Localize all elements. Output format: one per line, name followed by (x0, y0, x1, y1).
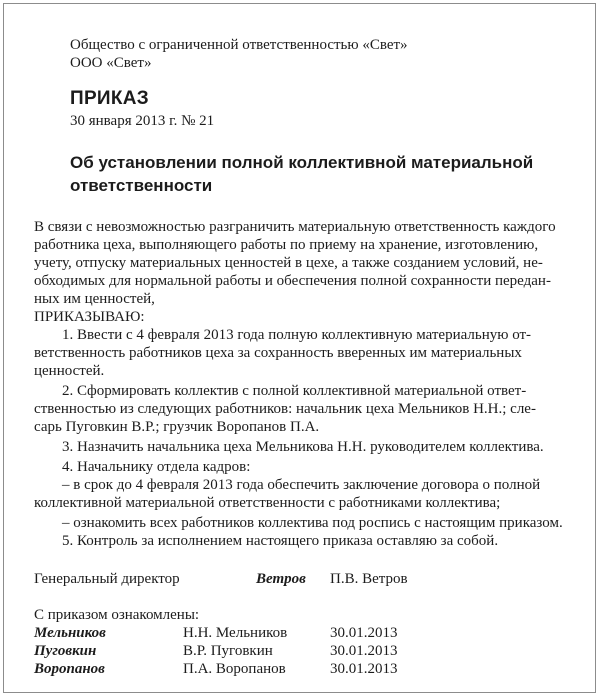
org-full-name: Общество с ограниченной ответственностью «Свет» (70, 37, 408, 53)
document-type: ПРИКАЗ (70, 88, 150, 109)
ack-name: П.А. Воропанов (183, 661, 286, 677)
org-short-name: ООО «Свет» (70, 55, 152, 71)
item-3: 3. Назначить начальника цеха Мельникова Н.Н. руководителем коллектива. (62, 439, 544, 455)
item-5: 5. Контроль за исполнением настоящего приказа оставляю за собой. (62, 533, 499, 549)
ack-date: 30.01.2013 (330, 643, 398, 659)
ack-date: 30.01.2013 (330, 661, 398, 677)
item-1-line-3: ценностей. (34, 363, 105, 379)
ack-signature: Пуговкин (34, 643, 97, 659)
ack-name: Н.Н. Мельников (183, 625, 288, 641)
signer-position: Генеральный директор (34, 571, 180, 587)
preamble-line-2: работника цеха, выполняющего работы по приему на хранение, изготовлению, (34, 237, 539, 253)
ack-date: 30.01.2013 (330, 625, 398, 641)
date-and-number: 30 января 2013 г. № 21 (70, 113, 215, 129)
ack-name: В.Р. Пуговкин (183, 643, 273, 659)
item-1-line-2: ветственность работников цеха за сохранность вверенных им материальных (34, 345, 522, 361)
preamble-line-3: учету, отпуску материальных ценностей в цехе, а также созданием условий, не- (34, 255, 543, 271)
signer-name: П.В. Ветров (330, 571, 408, 587)
item-2-line-3: сарь Пуговкин В.Р.; грузчик Воропанов П.А. (34, 419, 320, 435)
preamble-line-5: ных им ценностей, (34, 291, 155, 307)
item-4: 4. Начальнику отдела кадров: (62, 459, 251, 475)
ack-signature: Мельников (34, 625, 106, 641)
ack-signature: Воропанов (34, 661, 105, 677)
item-2-line-1: 2. Сформировать коллектив с полной коллективной материальной ответ- (62, 383, 527, 399)
document-title-line-2: ответственности (70, 176, 213, 195)
item-4-sub-1-line-2: коллективной материальной ответственности с работниками коллектива; (34, 495, 501, 511)
item-2-line-2: ственностью из следующих работников: начальник цеха Мельников Н.Н.; сле- (34, 401, 536, 417)
item-4-sub-2: – ознакомить всех работников коллектива под роспись с настоящим приказом. (62, 515, 563, 531)
acknowledgement-heading: С приказом ознакомлены: (34, 607, 200, 623)
preamble-line-1: В связи с невозможностью разграничить материальную ответственность каждого (34, 219, 556, 235)
item-1-line-1: 1. Ввести с 4 февраля 2013 года полную коллективную материальную от- (62, 327, 532, 343)
item-4-sub-1-line-1: – в срок до 4 февраля 2013 года обеспечить заключение договора о полной (62, 477, 541, 493)
order-word: ПРИКАЗЫВАЮ: (34, 309, 145, 325)
preamble-line-4: обходимых для нормальной работы и обеспечения полной сохранности передан- (34, 273, 551, 289)
document-title-line-1: Об установлении полной коллективной материальной (70, 153, 534, 172)
signer-signature: Ветров (256, 571, 306, 587)
